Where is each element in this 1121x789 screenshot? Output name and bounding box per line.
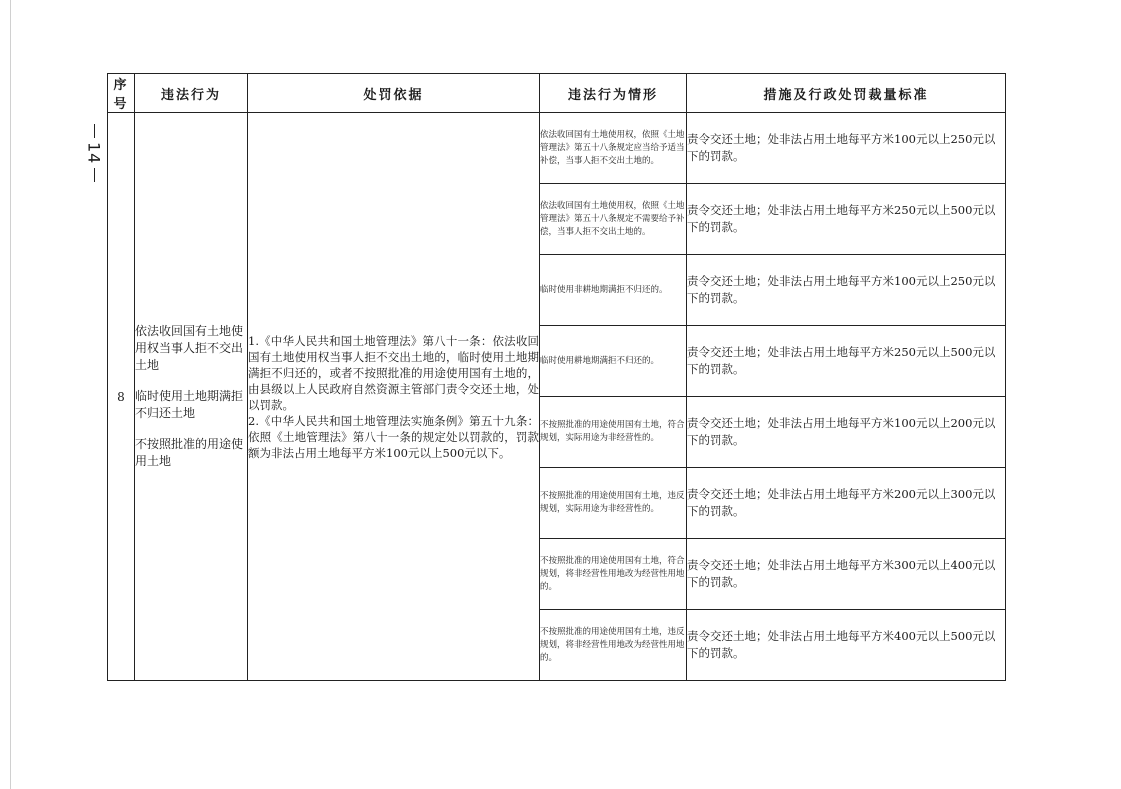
table-row [108, 113, 1006, 184]
standard-cell: 责令交还土地；处非法占用土地每平方米400元以上500元以下的罚款。 [687, 610, 1006, 681]
header-behavior: 违法行为 [135, 74, 248, 113]
standard-cell: 责令交还土地；处非法占用土地每平方米200元以上300元以下的罚款。 [687, 468, 1006, 539]
basis-text: 1.《中华人民共和国土地管理法》第八十一条：依法收回国有土地使用权当事人拒不交出土地的，临时使用土地期满拒不归还的，或者不按照批准的用途使用国有土地的，由县级以上人民政府自然资源主管部门责令交还土地，处以罚款。 [248, 333, 539, 412]
situation-cell: 不按照批准的用途使用国有土地，违反规划，将非经营性用地改为经营性用地的。 [540, 610, 687, 681]
basis-cell [248, 113, 540, 681]
behavior-text: 临时使用土地期满拒不归还土地 [135, 389, 244, 420]
header-standard: 措施及行政处罚裁量标准 [687, 74, 1006, 113]
penalty-standard-table [107, 73, 1006, 681]
header-situation: 违法行为情形 [540, 74, 687, 113]
situation-cell: 临时使用非耕地期满拒不归还的。 [540, 255, 687, 326]
header-seq: 序号 [108, 74, 135, 113]
basis-text: 2.《中华人民共和国土地管理法实施条例》第五十九条：依照《土地管理法》第八十一条的规定处以罚款的，罚款额为非法占用土地每平方米100元以上500元以下。 [248, 413, 539, 460]
seq-cell: 8 [108, 113, 135, 681]
standard-cell: 责令交还土地；处非法占用土地每平方米300元以上400元以下的罚款。 [687, 539, 1006, 610]
situation-cell: 不按照批准的用途使用国有土地，符合规划，将非经营性用地改为经营性用地的。 [540, 539, 687, 610]
page-number-dash-top [94, 124, 95, 138]
behavior-text: 依法收回国有土地使用权当事人拒不交出土地 [135, 324, 244, 372]
situation-cell: 依法收回国有土地使用权，依照《土地管理法》第五十八条规定不需要给予补偿，当事人拒不交出土地的。 [540, 184, 687, 255]
behavior-cell [135, 113, 248, 681]
table-header-row [108, 74, 1006, 113]
page-number [82, 120, 106, 186]
situation-cell: 依法收回国有土地使用权，依照《土地管理法》第五十八条规定应当给予适当补偿，当事人拒不交出土地的。 [540, 113, 687, 184]
situation-cell: 临时使用耕地期满拒不归还的。 [540, 326, 687, 397]
situation-cell: 不按照批准的用途使用国有土地，违反规划，实际用途为非经营性的。 [540, 468, 687, 539]
standard-cell: 责令交还土地；处非法占用土地每平方米100元以上250元以下的罚款。 [687, 255, 1006, 326]
standard-cell: 责令交还土地；处非法占用土地每平方米250元以上500元以下的罚款。 [687, 184, 1006, 255]
page-number-dash-bottom [94, 168, 95, 182]
binding-edge-line [10, 0, 11, 789]
page-number-text: 14 [84, 142, 104, 165]
standard-cell: 责令交还土地；处非法占用土地每平方米100元以上200元以下的罚款。 [687, 397, 1006, 468]
standard-cell: 责令交还土地；处非法占用土地每平方米100元以上250元以下的罚款。 [687, 113, 1006, 184]
situation-cell: 不按照批准的用途使用国有土地，符合规划，实际用途为非经营性的。 [540, 397, 687, 468]
standard-cell: 责令交还土地；处非法占用土地每平方米250元以上500元以下的罚款。 [687, 326, 1006, 397]
behavior-text: 不按照批准的用途使用土地 [135, 437, 244, 468]
header-basis: 处罚依据 [248, 74, 540, 113]
